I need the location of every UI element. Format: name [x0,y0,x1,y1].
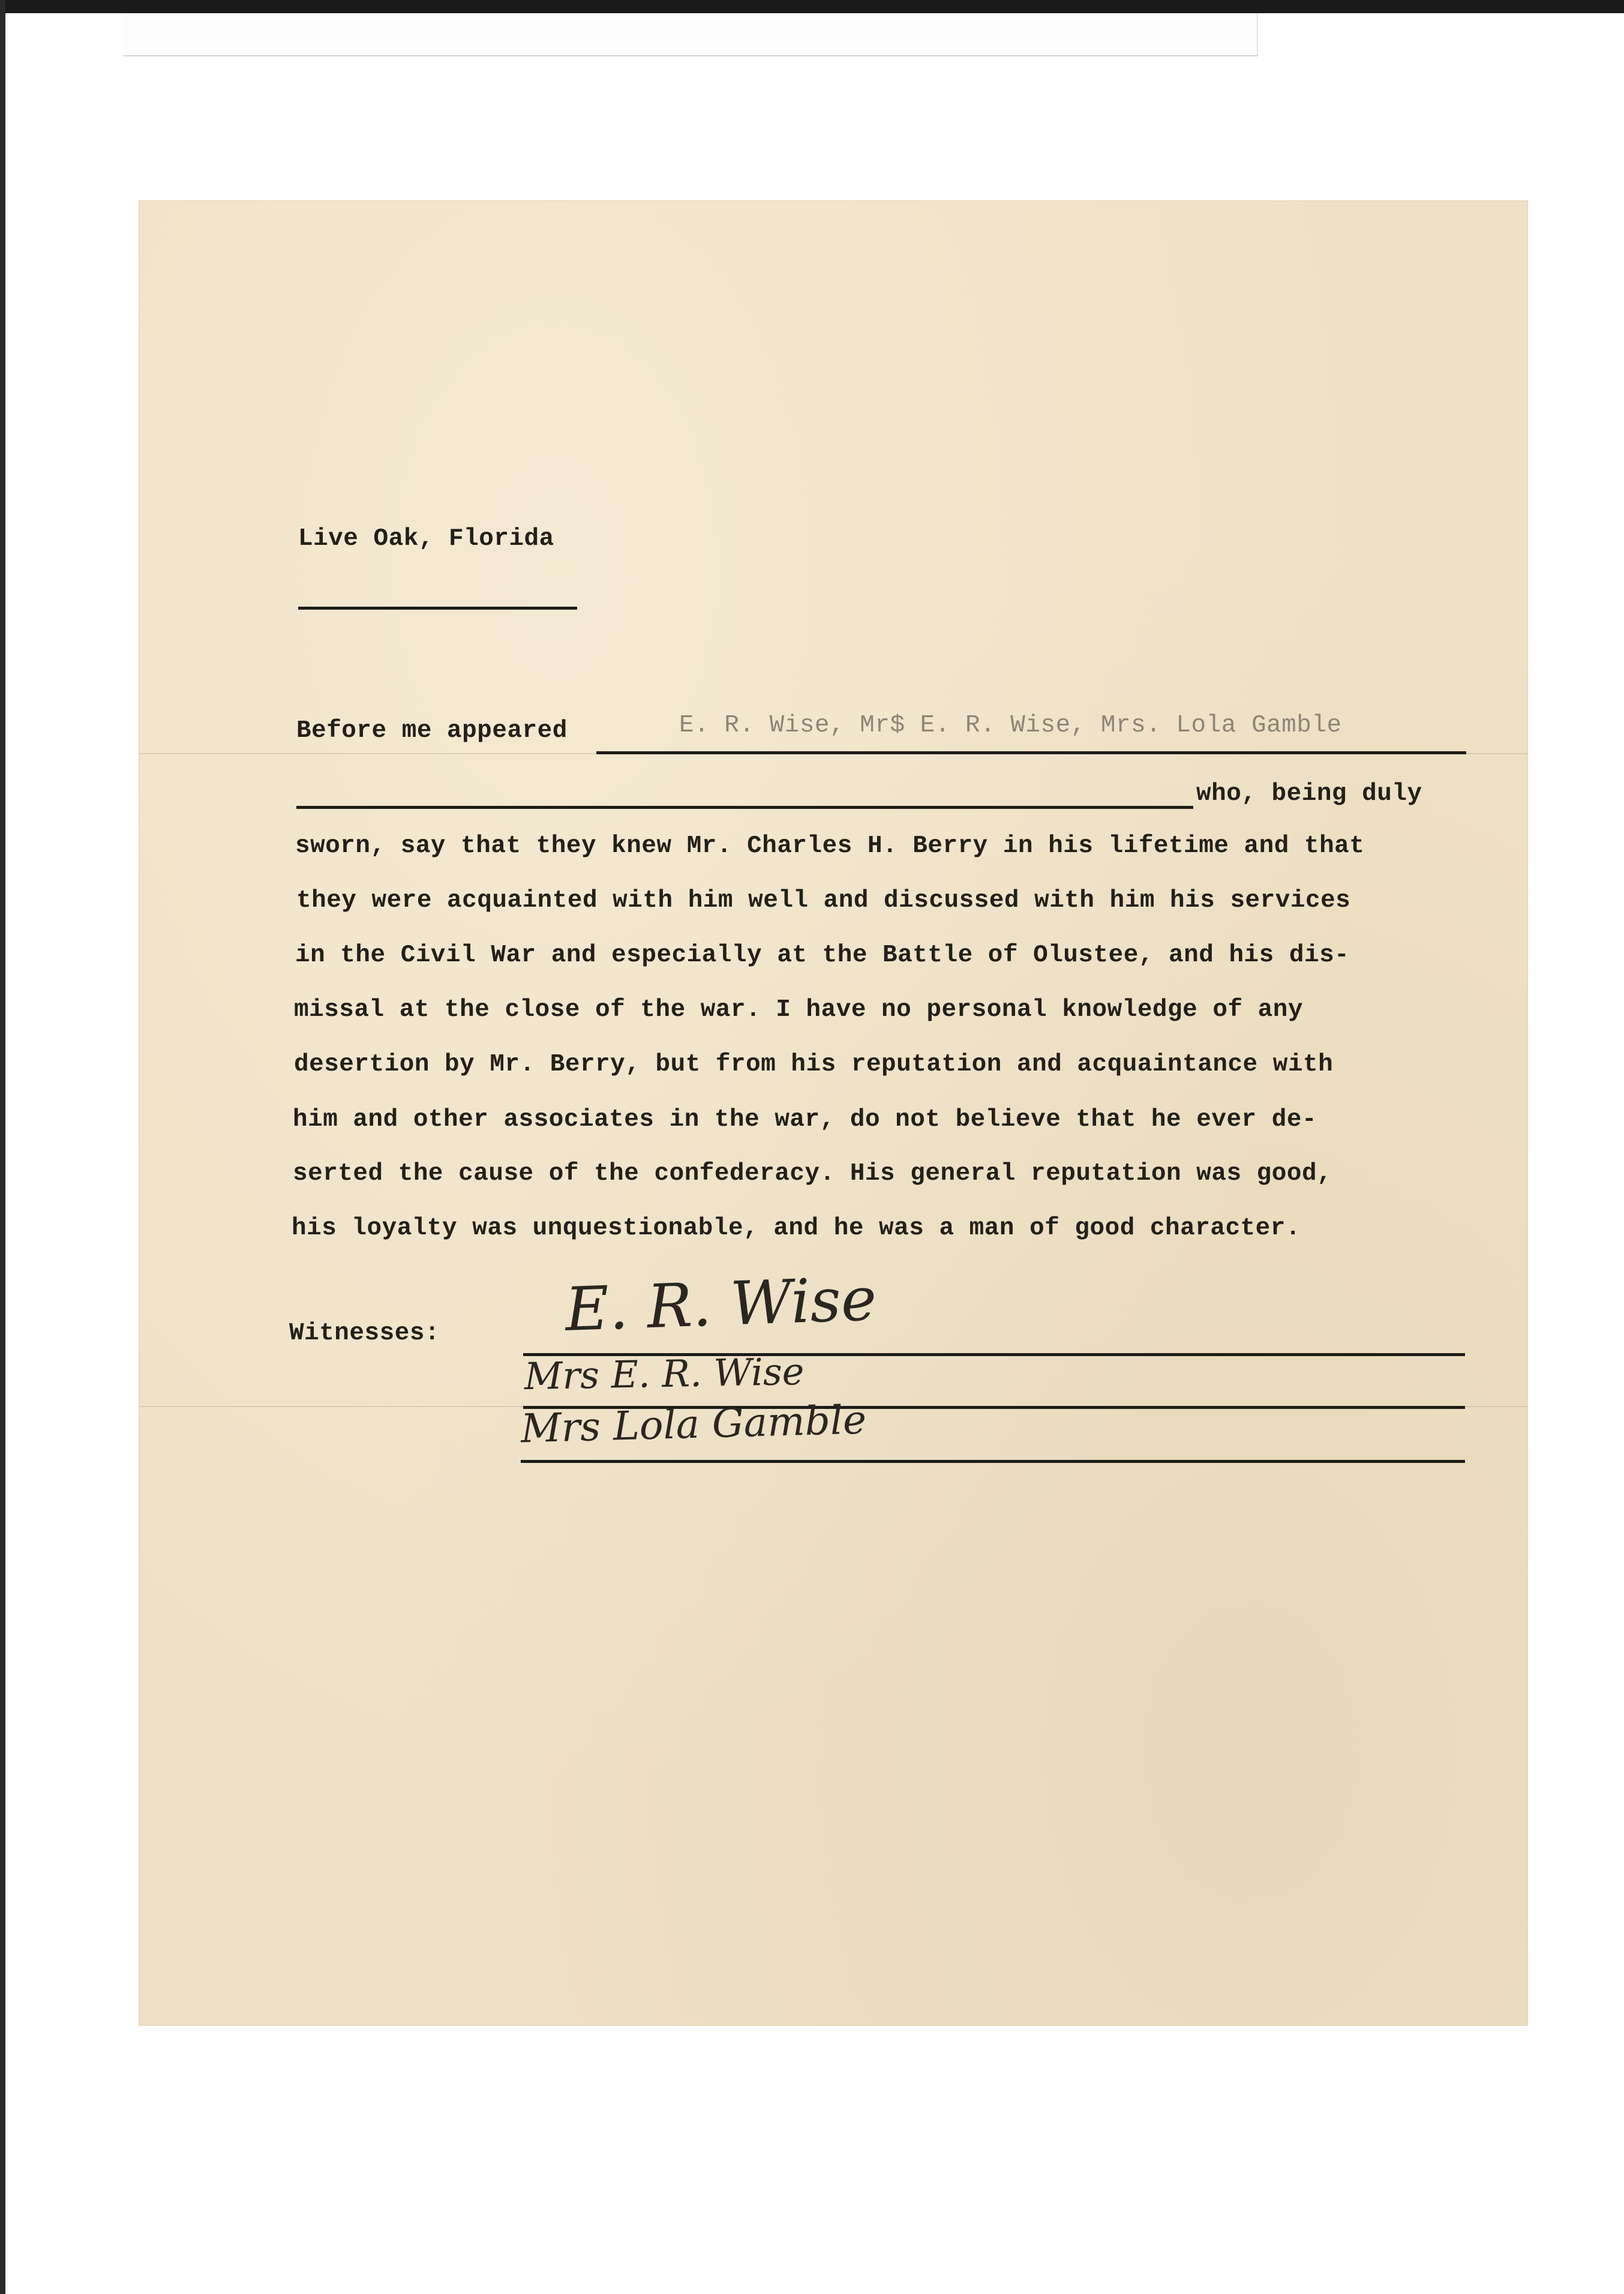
place-heading: Live Oak, Florida [298,525,554,553]
signature-er-wise: E. R. Wise [564,1263,878,1345]
witness-line-3 [521,1460,1465,1463]
duly-sworn-tail: who, being duly [1196,780,1422,808]
body-line: serted the cause of the confederacy. His general reputation was good, [293,1160,1332,1188]
body-line: desertion by Mr. Berry, but from his reputation and acquaintance with [294,1051,1334,1078]
scanner-frame-top [0,0,1624,13]
scanner-frame-left [0,0,5,2294]
body-line: in the Civil War and especially at the Battle of Olustee, and his dis- [295,941,1350,969]
witnesses-label: Witnesses: [289,1320,440,1347]
appeared-blank-line [596,751,1466,754]
body-line: missal at the close of the war. I have no personal knowledge of any [294,996,1303,1024]
before-me-label: Before me appeared [296,717,568,745]
scanner-backing-strip [123,13,1258,56]
appeared-names: E. R. Wise, Mr$ E. R. Wise, Mrs. Lola Gamble [679,712,1342,739]
appeared-blank-line-2 [296,806,1193,809]
signature-mrs-er-wise: Mrs E. R. Wise [524,1349,805,1399]
signature-mrs-lola-gamble: Mrs Lola Gamble [520,1396,867,1452]
body-line: they were acquainted with him well and discussed with him his services [296,887,1351,914]
place-underline [298,607,577,610]
body-line: his loyalty was unquestionable, and he was a man of good character. [292,1215,1301,1242]
affidavit-page [139,201,1527,2025]
body-line: sworn, say that they knew Mr. Charles H. Berry in his lifetime and that [295,832,1365,860]
body-line: him and other associates in the war, do not believe that he ever de- [293,1106,1317,1133]
